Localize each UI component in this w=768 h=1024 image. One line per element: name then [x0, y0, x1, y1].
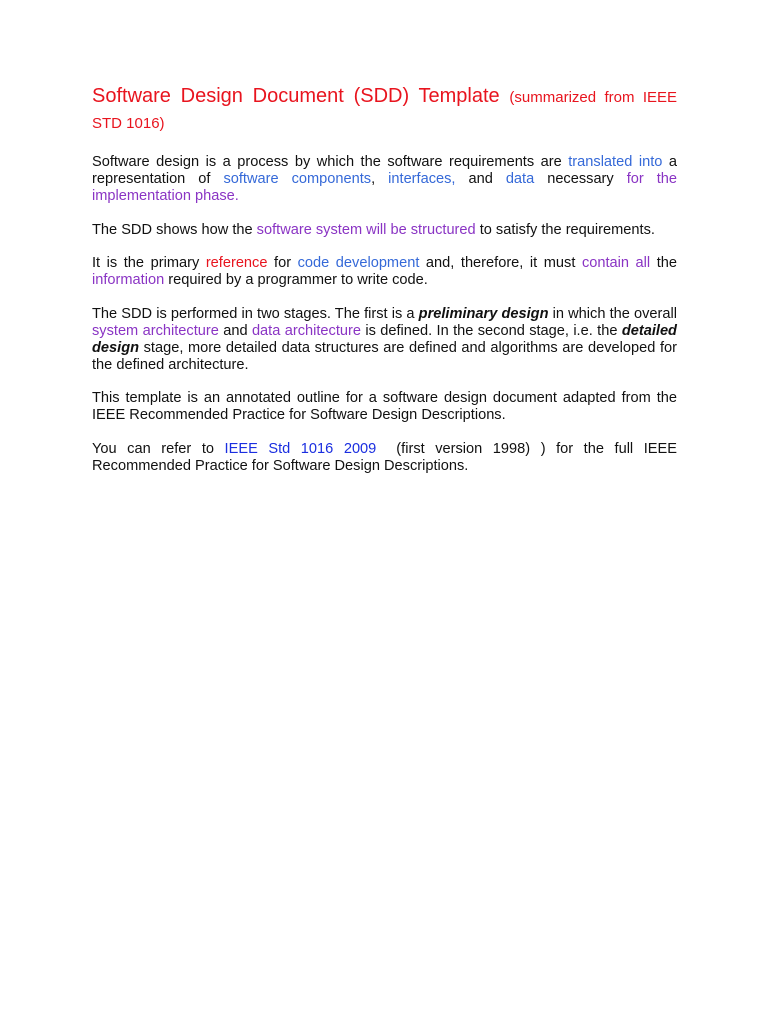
text-run: a representation of	[92, 154, 677, 187]
text-run: ,	[371, 171, 389, 187]
paragraph-structure	[92, 222, 677, 239]
text-run: the	[650, 255, 677, 271]
text-run: This template is an annotated outline for a software design document adapted from the IEEE Recommended Practice for Software Design Descriptions.	[92, 390, 677, 423]
ieee-std-link[interactable]: IEEE Std 1016 2009	[224, 440, 377, 457]
text-run: in which the overall	[548, 305, 678, 322]
text-run: (first version 1998) ) for the full IEEE Recommended Practice for Software Design Descriptions.	[92, 440, 677, 474]
text-run: You can refer to	[92, 440, 225, 457]
page-subtitle: (summarized from IEEE STD 1016)	[92, 89, 678, 132]
page-title: Software Design Document (SDD) Template	[92, 85, 500, 107]
text-run: for	[267, 255, 298, 271]
highlight-data-architecture: data architecture	[251, 322, 361, 339]
text-run: Software design is a process by which the software requirements are	[92, 154, 569, 170]
text-run: The SDD shows how the	[92, 221, 257, 238]
text-run: and	[218, 322, 252, 339]
highlight-translated-into: translated into	[568, 154, 663, 170]
text-run: stage, more detailed data structures are defined and algorithms are developed for the defined architecture.	[92, 339, 677, 373]
highlight-software-components: software components	[223, 171, 372, 187]
emphasis-detailed-design: detailed design	[92, 322, 677, 356]
highlight-interfaces: interfaces,	[388, 171, 456, 187]
text-run: and, therefore, it must	[419, 255, 582, 271]
text-run: It is the primary	[92, 255, 206, 271]
paragraph-stages	[92, 306, 677, 374]
highlight-contain-all: contain all	[581, 255, 651, 271]
highlight-implementation-phase: for the implementation phase.	[92, 171, 678, 204]
highlight-software-system-structured: software system will be structured	[256, 221, 476, 238]
paragraph-definition	[92, 154, 677, 205]
text-run: is defined. In the second stage, i.e. the	[360, 322, 622, 339]
highlight-code-development: code development	[297, 255, 420, 271]
text-run: necessary	[534, 171, 627, 187]
text-run: The SDD is performed in two stages. The first is a	[92, 305, 419, 322]
text-run: and	[455, 171, 506, 187]
document-page	[92, 84, 677, 491]
text-run: required by a programmer to write code.	[164, 272, 428, 288]
paragraph-reference	[92, 255, 677, 289]
highlight-data: data	[505, 171, 535, 187]
highlight-system-architecture: system architecture	[92, 322, 219, 339]
paragraph-ieee-reference	[92, 441, 677, 475]
text-run: to satisfy the requirements.	[475, 221, 655, 238]
highlight-reference: reference	[205, 255, 268, 271]
emphasis-preliminary-design: preliminary design	[418, 305, 549, 322]
highlight-information: information	[92, 272, 165, 288]
paragraph-template-description	[92, 390, 677, 424]
document-heading	[92, 84, 677, 136]
